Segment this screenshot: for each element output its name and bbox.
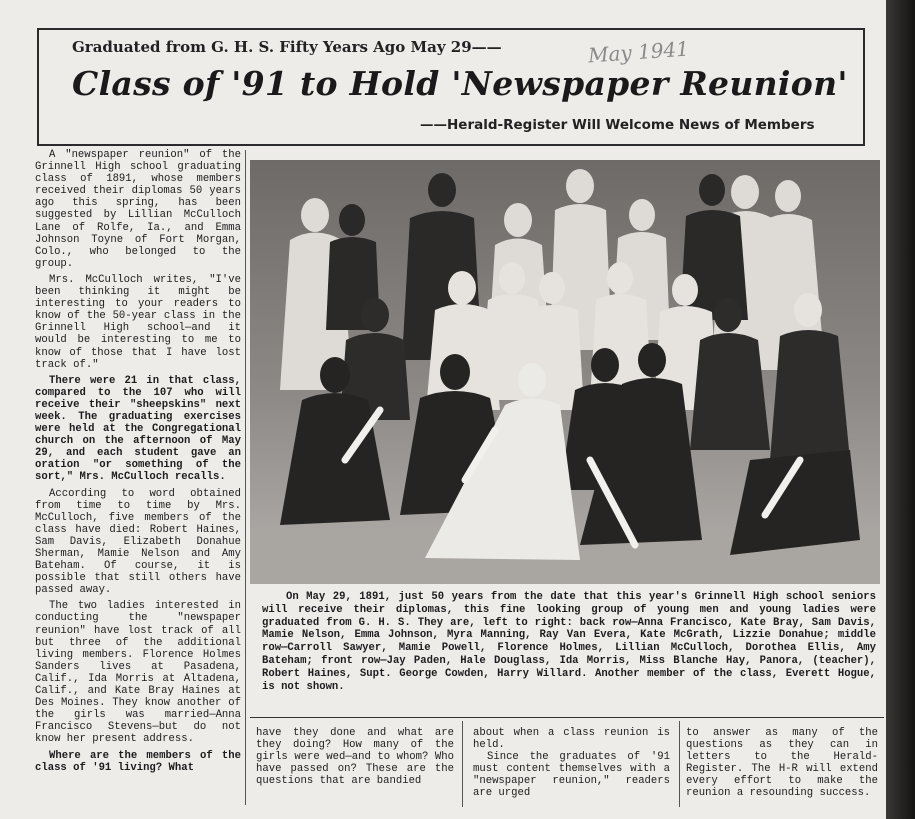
paragraph-6: Where are the members of the class of '91 living? What <box>35 749 241 774</box>
kicker-headline: Graduated from G. H. S. Fifty Years Ago May 29—— <box>72 38 502 56</box>
article-column-1 <box>35 149 241 799</box>
scan-background-edge <box>886 0 915 819</box>
caption-divider <box>250 717 884 718</box>
paragraph-3: There were 21 in that class, compared to the 107 who will receive their "sheepskins" next week. The graduating exercises were held at the Congregational church on the afternoon of May 29, and each student gave an oration "or something of the sort," Mrs. McCulloch recalls. <box>35 374 241 484</box>
photo-caption: On May 29, 1891, just 50 years from the date that this year's Grinnell High school seniors will receive their diplomas, this fine looking group of young men and young ladies were graduated from G. H. S. They are, left to right: back row—Anna Francisco, Kate Bray, Sam Davis, Mamie Nelson, Emma Johnson, Myra Manning, Ray Van Evera, Kate McGrath, Lizzie Donahue; middle row—Carroll Sawyer, Mamie Powell, Florence Holmes, Lillian McCulloch, Dorothea Ellis, Amy Bateham; front row—Jay Paden, Hale Douglass, Ida Morris, Miss Blanche Hay, Panora, (teacher), Robert Haines, Supt. George Cowden, Harry Willard. Another member of the class, Everett Hogue, is not shown. <box>262 591 876 693</box>
column-rule-3 <box>679 721 680 807</box>
article-column-3 <box>473 727 670 802</box>
paragraph-4: According to word obtained from time to time by Mrs. McCulloch, five members of the class have died: Robert Haines, Sam Davis, Elizabeth Donahue Sherman, Mamie Nelson and Amy Bateham. Of course, it is possible that still others have passed away. <box>35 487 241 597</box>
handwritten-date: May 1941 <box>587 36 690 68</box>
column-rule-2 <box>462 721 463 807</box>
column-rule <box>245 150 246 805</box>
paragraph-col3b: Since the graduates of '91 must content themselves with a "newspaper reunion," readers are urged <box>473 751 670 800</box>
class-photograph <box>250 160 880 584</box>
class-photo-illustration <box>250 160 880 584</box>
article-column-4 <box>686 727 878 802</box>
paragraph-col2: have they done and what are they doing? How many of the girls were wed—and to whom? Who have passed on? These are the questions that are bandied <box>256 727 454 788</box>
paragraph-1: A "newspaper reunion" of the Grinnell High school graduating class of 1891, whose members received their diplomas 50 years ago this spring, has been suggested by Lillian McCulloch Lane of Rolfe, Ia., and Emma Johnson Toyne of Fort Morgan, Colo., who belonged to the group. <box>35 149 241 270</box>
paragraph-col4: to answer as many of the questions as they can in letters to the Herald-Register. The H-R will extend every effort to make the reunion a resounding success. <box>686 727 878 800</box>
article-column-2 <box>256 727 454 802</box>
paragraph-2: Mrs. McCulloch writes, "I've been thinking it might be interesting to your readers to know of the 50-year class in the Grinnell High school—and it would be interesting to me to know of those that I have lost track of." <box>35 273 241 371</box>
subheadline: ——Herald-Register Will Welcome News of Members <box>420 117 815 133</box>
paragraph-5: The two ladies interested in conducting the "newspaper reunion" have lost track of all but three of the additional living members. Florence Holmes Sanders lives at Pasadena, Calif., Ida Morris at Altadena, Calif., and Kate Bray Haines at Des Moines. They know another of the girls was married—Anna Francisco Stevens—but do not know her present address. <box>35 600 241 746</box>
main-headline: Class of '91 to Hold 'Newspaper Reunion' <box>72 64 848 103</box>
paragraph-col3a: about when a class reunion is held. <box>473 727 670 752</box>
